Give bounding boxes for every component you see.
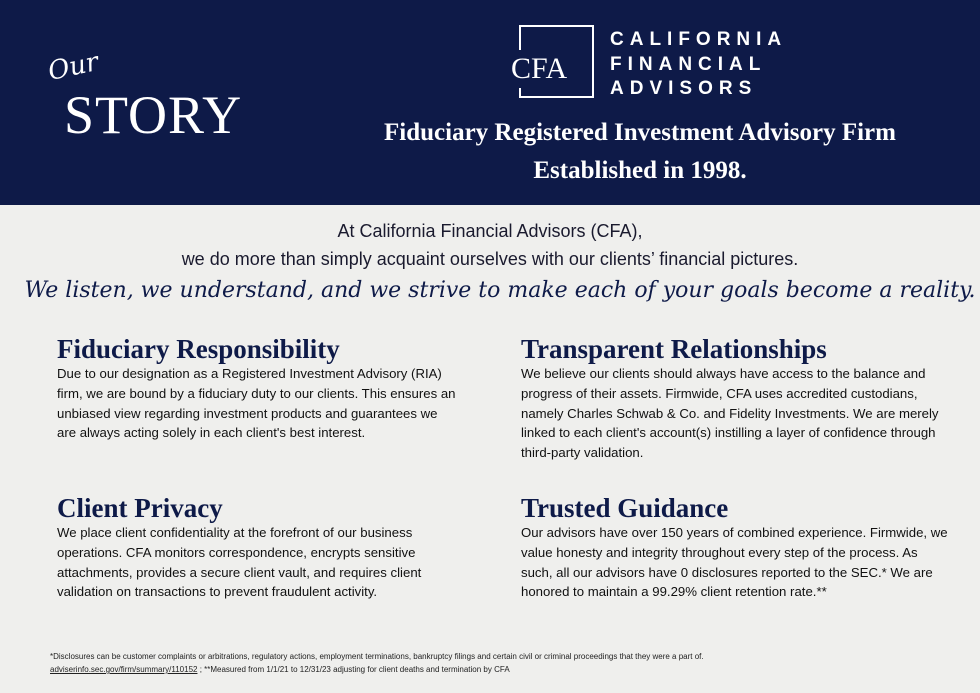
section-body: Due to our designation as a Registered Investment Advisory (RIA) firm, we are bound by a fiduciary duty to our clients. This ensures an unbiased view regarding investment products and guarantees we are always acting solely in each client's best interest. [57, 366, 456, 441]
section-fiduciary [57, 334, 457, 443]
header-banner [0, 0, 980, 205]
footnote-disclosures: *Disclosures can be customer complaints or arbitrations, regulatory actions, employment terminations, bankruptcy filings and certain civil or criminal proceedings that they were a part of. [50, 652, 704, 661]
section-title: Transparent Relationships [521, 334, 827, 364]
section-body: We place client confidentiality at the forefront of our business operations. CFA monitors correspondence, encrypts sensitive attachments, provides a secure client vault, and requires client validation on transactions to prevent fraudulent activity. [57, 525, 422, 600]
section-body: Our advisors have over 150 years of combined experience. Firmwide, we value honesty and integrity throughout every step of the process. As such, all our advisors have 0 disclosures reported to the SEC.* We are honored to maintain a 99.29% client retention rate.** [521, 525, 948, 600]
intro-script: We listen, we understand, and we strive to make each of your goals become a reality. [24, 278, 976, 303]
section-privacy [57, 493, 452, 602]
logo-line: CALIFORNIA [610, 29, 788, 50]
section-title: Fiduciary Responsibility [57, 334, 340, 364]
section-title: Client Privacy [57, 493, 223, 523]
story-title: STORY [64, 85, 243, 145]
tagline [340, 114, 940, 190]
tagline-line-2: Established in 1998. [533, 157, 747, 184]
sec-link[interactable]: adviserinfo.sec.gov/firm/summary/110152 [50, 665, 198, 674]
logo-line: ADVISORS [610, 78, 758, 99]
logo-abbr: CFA [507, 50, 571, 88]
footnote-retention: ; **Measured from 1/1/21 to 12/31/23 adjusting for client deaths and termination by CFA [197, 665, 510, 674]
section-body: We believe our clients should always have access to the balance and progress of their assets. Firmwide, CFA uses accredited custodians, namely Charles Schwab & Co. and Fidelity Investments. We are merely linked to each client's account(s) instilling a layer of confidence through third-party validation. [521, 366, 939, 461]
intro [0, 217, 980, 273]
footnotes [50, 650, 704, 676]
our-script: Our [45, 47, 102, 87]
section-transparent [521, 334, 946, 463]
logo-name [610, 28, 787, 102]
tagline-line-1: Fiduciary Registered Investment Advisory Firm [384, 119, 896, 146]
intro-line-2: we do more than simply acquaint ourselves with our clients’ financial pictures. [181, 249, 799, 269]
logo-line: FINANCIAL [610, 53, 767, 75]
section-title: Trusted Guidance [521, 493, 729, 523]
section-guidance [521, 493, 951, 602]
intro-line-1: At California Financial Advisors (CFA), [337, 221, 643, 241]
